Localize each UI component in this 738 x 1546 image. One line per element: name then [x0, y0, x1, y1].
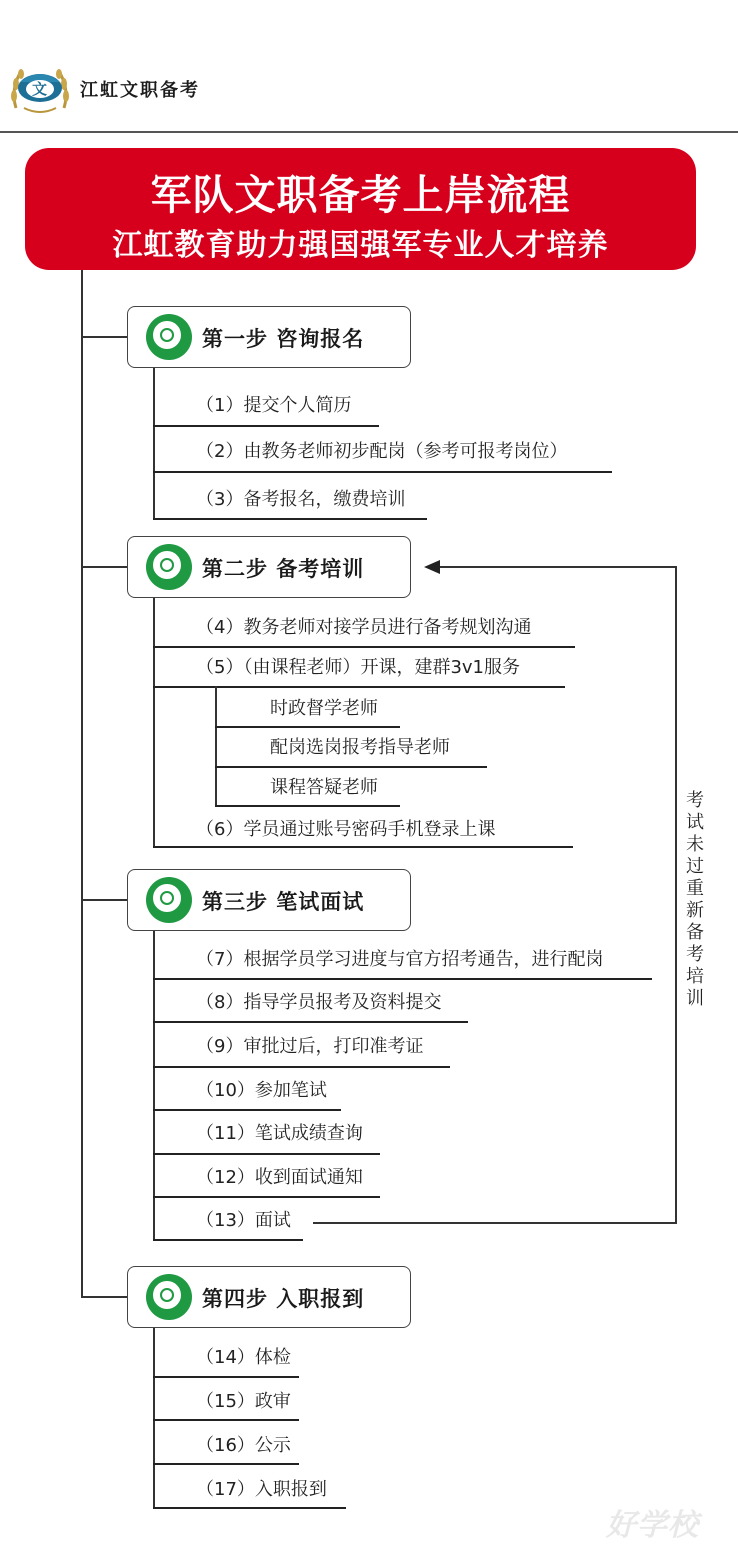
sub-list-item: 课程答疑老师 [270, 777, 378, 798]
item-underline [215, 726, 400, 728]
item-underline [215, 766, 487, 768]
list-item: （16）公示 [196, 1435, 291, 1456]
step-2-box [127, 536, 411, 598]
feedback-line-top [438, 566, 677, 568]
step-1-list-line [153, 368, 155, 520]
item-underline [153, 846, 573, 848]
item-underline [153, 1507, 346, 1509]
sub-list-line [215, 686, 217, 806]
item-underline [153, 978, 652, 980]
item-underline [153, 518, 427, 520]
step-1-box [127, 306, 411, 368]
branch-line-4 [81, 1296, 127, 1298]
list-item: （1）提交个人简历 [196, 395, 352, 416]
arrow-left-icon [424, 560, 440, 574]
list-item: （11）笔试成绩查询 [196, 1123, 363, 1144]
item-underline [153, 471, 612, 473]
item-underline [153, 1109, 341, 1111]
item-underline [153, 1021, 468, 1023]
list-item: （2）由教务老师初步配岗（参考可报考岗位） [196, 441, 568, 462]
item-underline [153, 425, 379, 427]
list-item: （8）指导学员报考及资料提交 [196, 992, 442, 1013]
branch-line-1 [81, 336, 127, 338]
list-item: （10）参加笔试 [196, 1080, 327, 1101]
watermark: 好学校 [606, 1508, 699, 1543]
item-underline [153, 1239, 303, 1241]
feedback-line-bottom [313, 1222, 677, 1224]
step-4-list-line [153, 1328, 155, 1508]
brand-name: 江虹文职备考 [80, 80, 200, 101]
list-item: （13）面试 [196, 1210, 291, 1231]
item-underline [153, 646, 575, 648]
banner-title: 军队文职备考上岸流程 [150, 171, 571, 219]
item-underline [153, 1376, 299, 1378]
list-item: （9）审批过后，打印准考证 [196, 1036, 424, 1057]
list-item: （17）入职报到 [196, 1479, 327, 1500]
item-underline [153, 1419, 299, 1421]
main-trunk-line [81, 270, 83, 1298]
step-2-label: 第二步 备考培训 [202, 557, 365, 581]
list-item: （5）（由课程老师）开课，建群3v1服务 [196, 657, 521, 678]
step-1-label: 第一步 咨询报名 [202, 327, 365, 351]
step-3-label: 第三步 笔试面试 [202, 890, 365, 914]
list-item: （12）收到面试通知 [196, 1167, 363, 1188]
sub-list-item: 配岗选岗报考指导老师 [270, 737, 450, 758]
sub-list-item: 时政督学老师 [270, 698, 378, 719]
item-underline [215, 805, 400, 807]
list-item: （4）教务老师对接学员进行备考规划沟通 [196, 617, 532, 638]
list-item: （14）体检 [196, 1347, 291, 1368]
step-4-box [127, 1266, 411, 1328]
header-divider [0, 131, 738, 133]
emblem-icon [146, 877, 192, 923]
list-item: （7）根据学员学习进度与官方招考通告，进行配岗 [196, 949, 604, 970]
branch-line-3 [81, 899, 127, 901]
emblem-icon [146, 544, 192, 590]
item-underline [153, 1153, 380, 1155]
item-underline [153, 1196, 380, 1198]
branch-line-2 [81, 566, 127, 568]
emblem-icon [146, 314, 192, 360]
title-banner [25, 148, 696, 270]
list-item: （6）学员通过账号密码手机登录上课 [196, 819, 496, 840]
banner-subtitle: 江虹教育助力强国强军专业人才培养 [112, 228, 609, 263]
item-underline [153, 1066, 450, 1068]
step-4-label: 第四步 入职报到 [202, 1287, 365, 1311]
emblem-icon [146, 1274, 192, 1320]
step-3-box [127, 869, 411, 931]
brand-logo [8, 58, 72, 118]
feedback-label: 考试未过重新备考培训 [686, 790, 704, 1009]
logo-char: 文 [32, 80, 48, 98]
list-item: （15）政审 [196, 1391, 291, 1412]
step-2-list-line [153, 598, 155, 848]
item-underline [153, 1463, 299, 1465]
list-item: （3）备考报名，缴费培训 [196, 489, 406, 510]
feedback-line-vertical [675, 566, 677, 1224]
